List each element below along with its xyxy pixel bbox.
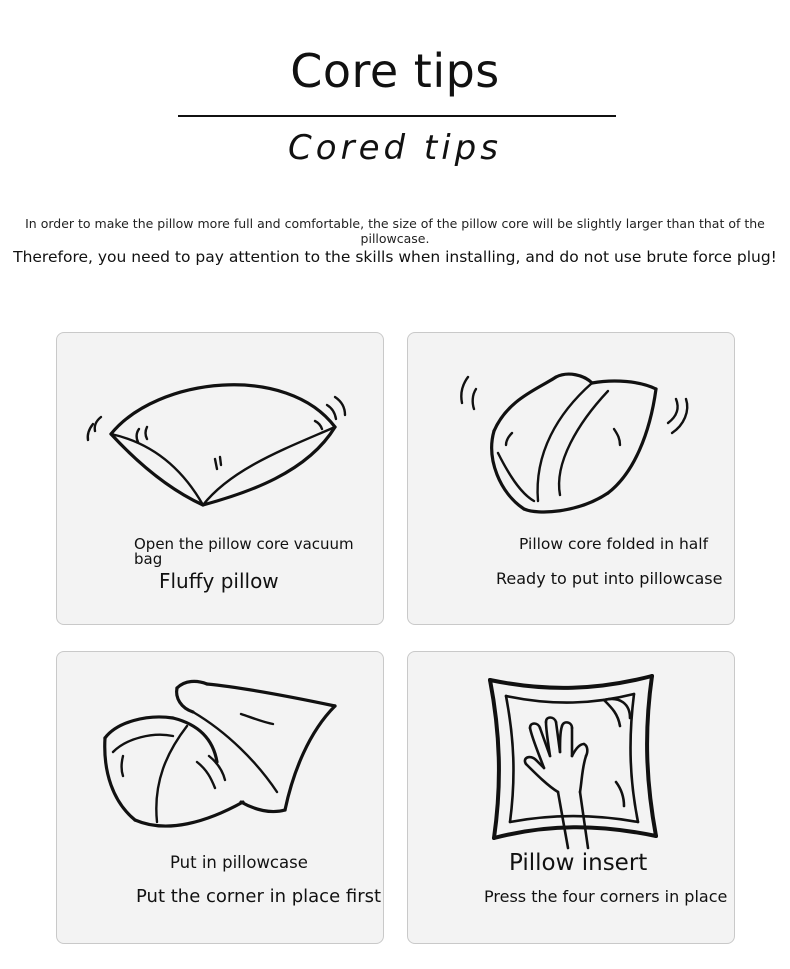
step-1-caption-large: Fluffy pillow: [159, 569, 279, 593]
page-subtitle: Cored tips: [288, 128, 502, 168]
intro-text-small: In order to make the pillow more full and comfortable, the size of the pillow core will be slightly larger than that of the pillowcase.: [25, 216, 765, 246]
step-1-caption-small: Open the pillow core vacuum bag: [134, 535, 354, 568]
step-2-caption-small: Pillow core folded in half: [519, 535, 709, 553]
step-3-caption-large: Put the corner in place first: [136, 886, 382, 907]
step-4-caption-small: Pillow insert: [509, 850, 648, 876]
step-card-3: [56, 651, 384, 944]
title-divider: [178, 115, 616, 117]
step-2-caption-large: Ready to put into pillowcase: [496, 569, 723, 588]
step-4-caption-large: Press the four corners in place: [484, 887, 728, 906]
step-card-1: [56, 332, 384, 625]
step-3-caption-small: Put in pillowcase: [170, 853, 308, 872]
intro-text-warning: Therefore, you need to pay attention to the skills when installing, and do not use brute force plug!: [13, 248, 777, 266]
step-card-2: [407, 332, 735, 625]
step-card-4: [407, 651, 735, 944]
page-title: Core tips: [290, 44, 500, 98]
